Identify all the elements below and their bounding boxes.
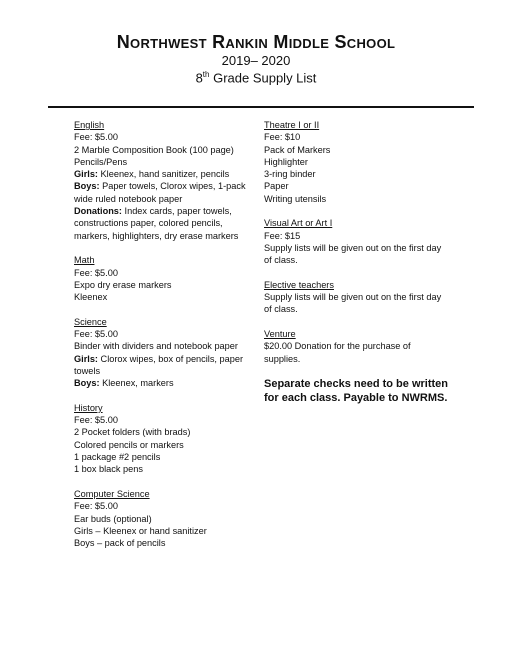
theatre-item: Highlighter	[264, 156, 308, 167]
science-girls	[74, 353, 249, 378]
girls-text: Kleenex, hand sanitizer, pencils	[98, 169, 230, 180]
math-item: Kleenex	[74, 292, 108, 303]
visual-art-heading: Visual Art or Art I	[264, 218, 333, 229]
donations-text: Index cards, paper towels, constructions paper, colored pencils, markers, highlighters, dry erase markers	[74, 206, 239, 241]
girls-text: Clorox wipes, box of pencils, paper towels	[74, 353, 244, 376]
boys-label: Boys:	[74, 378, 100, 389]
school-name: Northwest Rankin Middle School	[116, 32, 396, 52]
section-english	[74, 119, 249, 242]
school-year: 2019– 2020	[221, 53, 291, 68]
computer-science-item: Girls – Kleenex or hand sanitizer	[74, 525, 207, 536]
math-item: Expo dry erase markers	[74, 279, 172, 290]
boys-text: Kleenex, markers	[99, 378, 174, 389]
venture-note: $20.00 Donation for the purchase of supplies.	[264, 341, 411, 364]
section-computer-science	[74, 488, 249, 549]
science-heading: Science	[74, 316, 107, 327]
girls-label: Girls:	[74, 169, 98, 180]
girls-label: Girls:	[74, 353, 98, 364]
section-venture	[264, 328, 449, 365]
boys-label: Boys:	[74, 181, 100, 192]
theatre-item: 3-ring binder	[264, 169, 316, 180]
payment-notice: Separate checks need to be written for each class. Payable to NWRMS.	[264, 378, 449, 405]
english-item: 2 Marble Composition Book (100 page)	[74, 144, 234, 155]
computer-science-fee: Fee: $5.00	[74, 501, 118, 512]
history-heading: History	[74, 402, 103, 413]
header-divider	[48, 106, 474, 108]
english-girls	[74, 168, 249, 180]
math-heading: Math	[74, 255, 95, 266]
visual-art-note: Supply lists will be given out on the first day of class.	[264, 242, 442, 266]
english-boys	[74, 180, 249, 205]
visual-art-fee: Fee: $15	[264, 230, 301, 241]
theatre-item: Paper	[264, 181, 289, 192]
english-heading: English	[74, 120, 105, 130]
computer-science-heading: Computer Science	[74, 488, 150, 499]
computer-science-item: Boys – pack of pencils	[74, 538, 166, 549]
grade-number: 8	[195, 70, 203, 86]
section-elective	[264, 279, 449, 316]
venture-heading: Venture	[264, 329, 296, 340]
computer-science-item: Ear buds (optional)	[74, 513, 152, 524]
section-history	[74, 402, 249, 476]
grade-suffix: th	[202, 70, 210, 79]
theatre-fee: Fee: $10	[264, 132, 301, 143]
english-fee: Fee: $5.00	[74, 132, 118, 143]
boys-text: Paper towels, Clorox wipes, 1-pack wide ruled notebook paper	[74, 181, 246, 204]
list-title	[0, 70, 512, 85]
left-column	[74, 119, 249, 562]
theatre-heading: Theatre I or II	[264, 120, 320, 130]
math-fee: Fee: $5.00	[74, 267, 118, 278]
list-title-text: Grade Supply List	[209, 70, 317, 86]
theatre-item: Pack of Markers	[264, 144, 331, 155]
right-column	[264, 119, 449, 405]
elective-heading: Elective teachers	[264, 279, 334, 290]
section-visual-art	[264, 217, 449, 266]
science-boys	[74, 377, 249, 389]
elective-note: Supply lists will be given out on the first day of class.	[264, 292, 442, 315]
section-theatre	[264, 119, 449, 205]
section-science	[74, 316, 249, 390]
history-item: Colored pencils or markers	[74, 439, 184, 450]
donations-label: Donations:	[74, 206, 122, 217]
section-math	[74, 254, 249, 303]
english-item: Pencils/Pens	[74, 156, 128, 167]
english-donations	[74, 205, 249, 242]
science-fee: Fee: $5.00	[74, 329, 118, 340]
history-item: 1 box black pens	[74, 464, 143, 475]
history-item: 2 Pocket folders (with brads)	[74, 427, 191, 438]
science-item: Binder with dividers and notebook paper	[74, 341, 238, 352]
history-item: 1 package #2 pencils	[74, 452, 161, 463]
history-fee: Fee: $5.00	[74, 415, 118, 426]
theatre-item: Writing utensils	[264, 193, 327, 204]
